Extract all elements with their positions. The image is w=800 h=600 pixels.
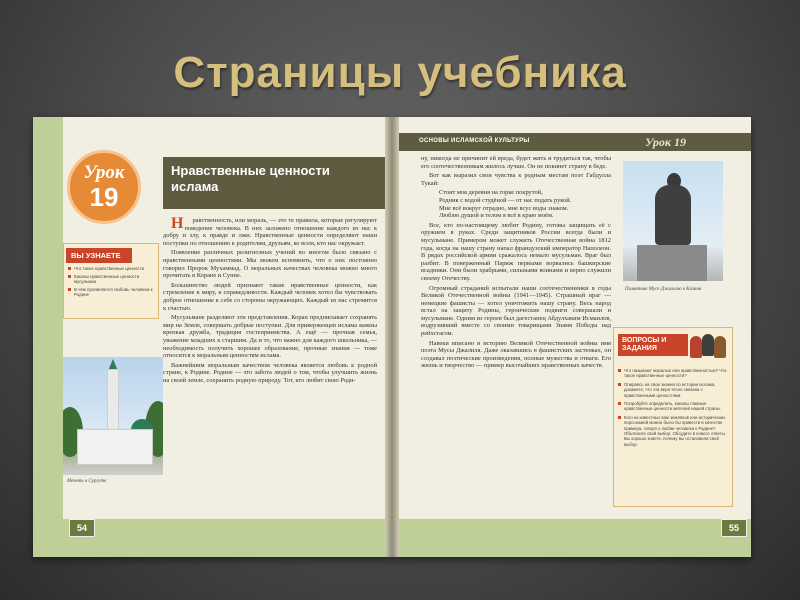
lesson-title: Нравственные ценности ислама [163,157,385,209]
dropcap-letter: Н [171,217,184,232]
textbook-spread [33,117,751,557]
paragraph: Н равственность, или мораль, — это те правила, которые регулируют поведение человека. В них заложено отношение каждого из нас к добру и злу, к правде и лжи. Нравственные ценности определяют наши поступки по отношению к родителям, друзьям, ко всем, кто нас окружает. [163,217,377,247]
list-item: Кого из известных вам земляков или исторических персонажей можно было бы привести в качестве примера, говоря о любви человека к Родине? Объясните свой выбор. Обсудите в классе ответы. Вы хорошо знаете, почему вы остановили свой выбор. [618,415,730,447]
poem-line: Мне всё вокруг отрадно, мне всус воды знаком. [439,204,569,212]
paragraph: Огромный страданий испытали наши соотечественники в годы Великой Отечественной войны (1941—1945). Страшный враг — немецкие фашисты — хотел уничтожить нашу страну. Весь народ встал на защиту Родины, героические подвиги совершали и мусульмане. Одним из героев был дагестанец Абдулхаким Исмаилов, водрузивший вместе со своими товарищами Знамя Победы над рейхстагом. [421,284,611,338]
paragraph: Навеки вписано в историю Великой Отечественной войны имя поэта Мусы Джалиля. Даже оказавшись в фашистских застенках, он создавал поэтические произведения, полные мужества и отваги. Его жизнь и творчество — пример высочайших нравственных качеств. [421,339,611,370]
right-bottom-band [399,519,751,557]
paragraph: Все, кто по-настоящему любит Родину, готовы защищать её с оружием в руках. Среди защитников России всегда были и мусульмане. Примером может служить Отечественная война 1812 года, когда на нашу страну напал французский император Наполеон. В рядах российской армии сражалось немало мусульман. Враг был разбит. В поверженный Париж первыми ворвались башкирские всадники. Они были храбрыми, сильными воинами и верно служили своему Отечеству. [421,221,611,282]
right-body-text [421,155,611,499]
statue-figure [655,185,691,245]
list-item: Опираясь на свои знания по истории ислама, докажите, что эта вера тесно связана с нравственными ценностями. [618,382,730,398]
book-gutter [385,117,399,557]
poem-line: Люблю душой и телом я всё в краю моём. [439,212,554,220]
left-page [33,117,385,557]
paragraph: Большинство людей признают такие нравственные ценности, как стремление к миру, к справедливости. Каждый человек хотел бы чувствовать доброе отношение к себе со стороны окружающих. Каждый из нас стремится к счастью. [163,281,377,312]
poem-line: Родник с водой студёной — от нас подать рукой. [439,196,572,204]
you-will-learn-list [64,266,158,298]
running-head [399,133,751,151]
statue-pedestal [637,245,707,281]
paragraph: Мусульмане разделяют эти представления. Коран предписывает сохранять мир на Земле, совершать добрые поступки. Для приверженцев ислама важны крепкая дружба, традиция гостеприимства. А ещё — прочная семья, уважение младших к старшим. Да и то, что важно для каждого школьника, — необходимость получить хорошее образование, прочные знания — тоже относится к моральным ценностям ислама. [163,314,377,360]
figure-shape [714,336,726,358]
list-item: Что называют моралью или нравственностью? Что такое нравственные ценности? [618,368,730,379]
monument-caption: Памятник Мусе Джалилю в Казани [625,287,702,292]
page-number-right: 55 [721,519,747,537]
questions-header: ВОПРОСЫ И ЗАДАНИЯ [618,334,688,356]
lesson-word: Урок [83,162,125,183]
paragraph: Важнейшим моральным качеством человека является любовь к родной стране, к Родине. Родине — это забота людей о том, чтобы улучшить жизнь на своей земле, сохранить родную природу. Тот, кто любит свою Роди- [163,361,377,384]
figure-shape [690,336,702,358]
running-head-lesson: Урок 19 [645,135,686,149]
mosque-caption: Мечеть в Сургуте [67,479,107,484]
page-number-left: 54 [69,519,95,537]
children-illustration [688,332,728,358]
list-item: Каковы нравственные ценности мусульман [68,274,154,285]
monument-photo [623,161,723,281]
list-item: В чём проявляется любовь человека к Родине [68,287,154,298]
running-head-text: ОСНОВЫ ИСЛАМСКОЙ КУЛЬТУРЫ [419,138,530,144]
left-sidebar-band [33,117,63,557]
paragraph: Появление различных религиозных учений во многом было связано с нравственными ценностями. Мы можем вспомнить, что о них постоянно говорил Пророк Мухаммад. О моральных качествах человека можно много прочитать в Коране и Сунне. [163,249,377,280]
mosque-photo [63,357,163,475]
lesson-badge [67,150,141,224]
list-item: Попробуйте определить, каковы главные нравственные ценности жителей нашей страны. [618,401,730,412]
left-body-text [163,217,377,507]
questions-list [618,368,730,450]
paragraph: Вот как выразил свои чувства к родным местам поэт Габдулла Тукай: [421,172,611,187]
mosque-building [77,429,153,465]
right-page [399,117,751,557]
you-will-learn-box [63,243,159,319]
poem-line: Стоит моя деревня на горке покрутой, [439,189,543,197]
figure-shape [702,334,714,356]
list-item: Что такое нравственные ценности [68,266,154,272]
questions-box [613,327,733,507]
slide-title: Страницы учебника [173,48,627,97]
lesson-number: 19 [89,182,119,212]
paragraph: ну, никогда не причинит ей вреда, будет жить и трудиться так, чтобы его соотечественникам жилось лучше. Он не покинет страну в беде. [421,155,611,170]
you-will-learn-header: ВЫ УЗНАЕТЕ [66,248,132,263]
